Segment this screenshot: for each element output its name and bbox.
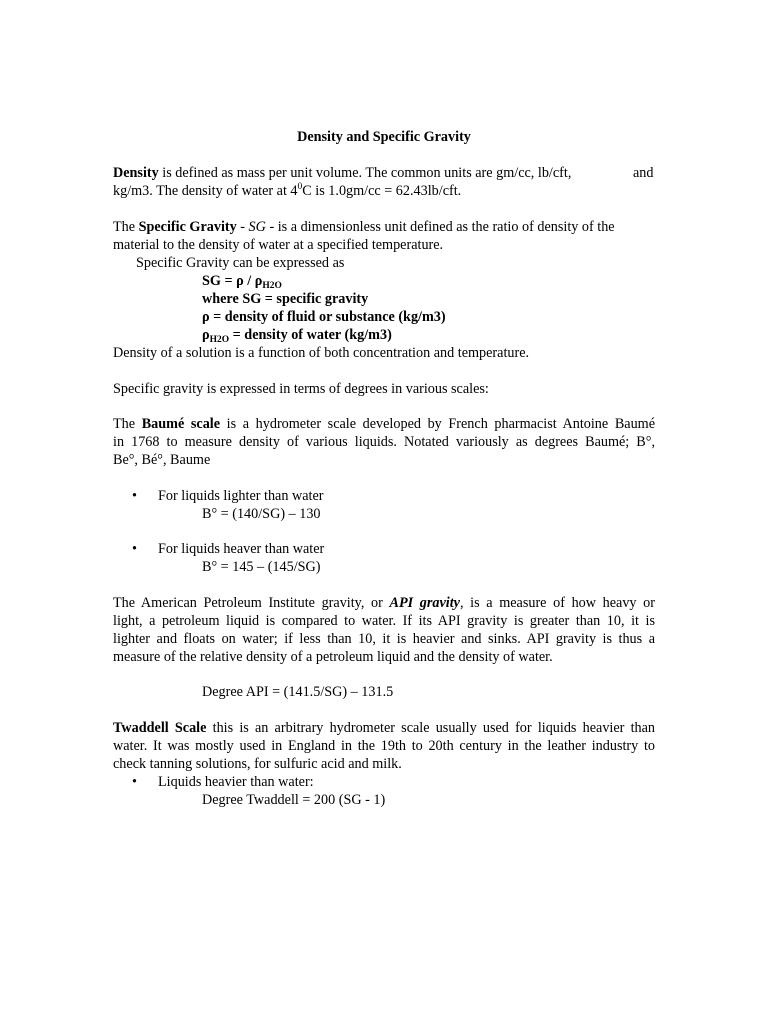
formula-where: where SG = specific gravity xyxy=(202,291,369,307)
density-text-2b: C is 1.0gm/cc = 62.43lb/cft. xyxy=(302,183,462,199)
api-line-1 xyxy=(113,594,655,612)
density-text-2a: kg/m3. The density of water at 4 xyxy=(113,183,298,199)
baume-bullet-1: For liquids lighter than water xyxy=(158,488,324,504)
baume-line-2: in 1768 to measure density of various liquids. Notated variously as degrees Baumé; B°, xyxy=(113,434,655,450)
sg-line-3: Specific Gravity can be expressed as xyxy=(136,255,345,271)
sg-formula xyxy=(202,272,282,290)
sg-text-1: - is a dimensionless unit defined as the ratio of density of the xyxy=(269,219,615,235)
rho-water-symbol: ρ xyxy=(202,327,210,343)
sg-formula-subscript: H2O xyxy=(262,281,282,291)
formula-rho-def: ρ = density of fluid or substance (kg/m3) xyxy=(202,309,446,325)
degree-superscript: 0 xyxy=(297,182,303,192)
scales-intro: Specific gravity is expressed in terms of degrees in various scales: xyxy=(113,381,489,397)
density-line-1-end: and xyxy=(633,165,654,181)
baume-formula-1: B° = (140/SG) – 130 xyxy=(202,506,321,522)
bullet-marker: • xyxy=(132,774,137,790)
density-line-2 xyxy=(113,182,461,200)
api-pre: The American Petroleum Institute gravity, or xyxy=(113,595,383,611)
api-line-3: lighter and floats on water; if less than 10, it is heavier and sinks. API gravity is thus a xyxy=(113,631,655,647)
page-title: Density and Specific Gravity xyxy=(297,129,471,145)
density-text-1: is defined as mass per unit volume. The common units are gm/cc, lb/cft, xyxy=(162,165,572,181)
baume-line-1 xyxy=(113,415,655,433)
sg-formula-text: SG = ρ / ρ xyxy=(202,273,263,289)
baume-formula-2: B° = 145 – (145/SG) xyxy=(202,559,321,575)
api-formula: Degree API = (141.5/SG) – 131.5 xyxy=(202,684,394,700)
bullet-marker: • xyxy=(132,541,137,557)
sg-term: Specific Gravity xyxy=(138,219,237,235)
baume-pre: The xyxy=(113,416,136,432)
baume-term: Baumé scale xyxy=(141,416,221,432)
density-line-1 xyxy=(113,164,571,182)
baume-line-3: Be°, Bé°, Baume xyxy=(113,452,211,468)
twaddell-line-3: check tanning solutions, for sulfuric acid and milk. xyxy=(113,756,402,772)
solution-line: Density of a solution is a function of both concentration and temperature. xyxy=(113,345,530,361)
sg-dash: - xyxy=(240,219,245,235)
twaddell-bullet: Liquids heavier than water: xyxy=(158,774,314,790)
baume-bullet-2: For liquids heaver than water xyxy=(158,541,325,557)
baume-text-1: is a hydrometer scale developed by French pharmacist Antoine Baumé xyxy=(226,416,656,432)
api-line-2: light, a petroleum liquid is compared to water. If its API gravity is greater than 10, it is xyxy=(113,613,655,629)
formula-rho-water xyxy=(202,326,392,344)
twaddell-formula: Degree Twaddell = 200 (SG - 1) xyxy=(202,792,386,808)
twaddell-line-1 xyxy=(113,719,655,737)
sg-abbr: SG xyxy=(248,219,266,235)
api-line-4: measure of the relative density of a petroleum liquid and the density of water. xyxy=(113,649,553,665)
twaddell-text-1: this is an arbitrary hydrometer scale usually used for liquids heavier than xyxy=(212,720,655,736)
sg-line-1 xyxy=(113,218,615,236)
sg-pre: The xyxy=(113,219,136,235)
api-term: API gravity xyxy=(389,595,460,611)
rho-water-def: = density of water (kg/m3) xyxy=(229,327,392,343)
api-text-1: , is a measure of how heavy or xyxy=(459,595,655,611)
bullet-marker: • xyxy=(132,488,137,504)
rho-water-subscript: H2O xyxy=(209,335,230,345)
density-term: Density xyxy=(113,165,159,181)
twaddell-term: Twaddell Scale xyxy=(113,720,207,736)
sg-line-2: material to the density of water at a specified temperature. xyxy=(113,237,444,253)
twaddell-line-2: water. It was mostly used in England in the 19th to 20th century in the leather industry to xyxy=(113,738,655,754)
